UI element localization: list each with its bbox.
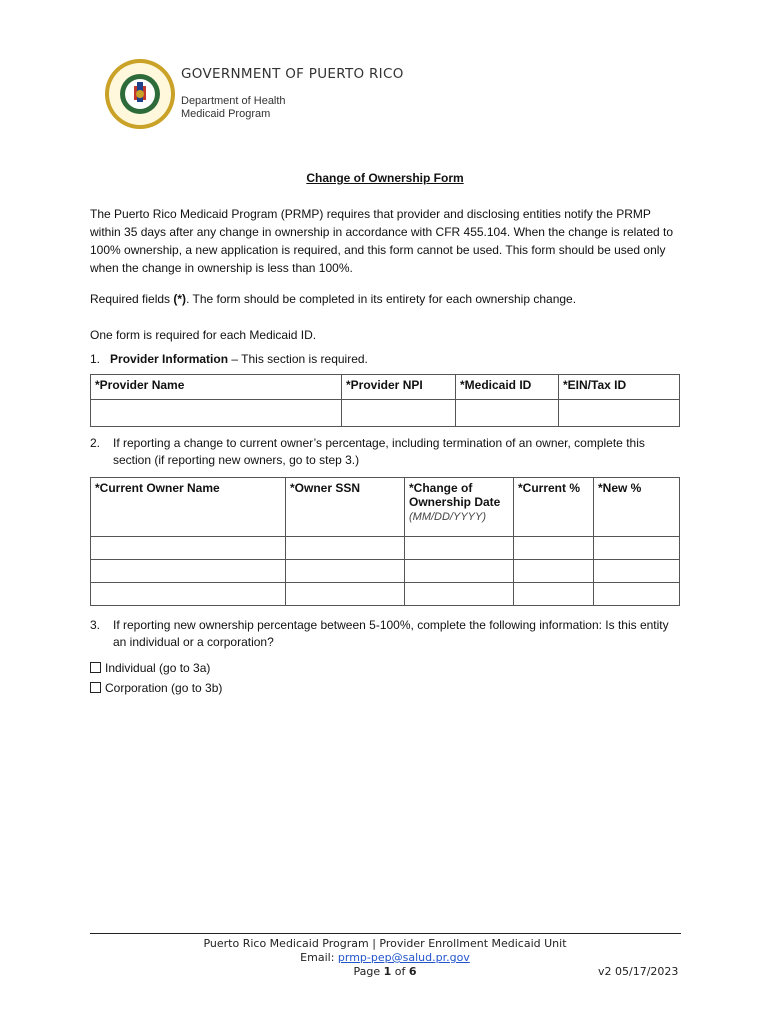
column-medicaid-id: *Medicaid ID [456,375,559,400]
required-marker: (*) [173,292,187,306]
program-label: Medicaid Program [181,108,271,120]
department-label: Department of Health [181,95,286,107]
column-ein-tax-id: *EIN/Tax ID [559,375,680,400]
column-current-owner-name: *Current Owner Name [91,478,286,537]
current-owner-table [90,477,680,606]
new-percent-field[interactable] [594,537,680,560]
one-form-note: One form is required for each Medicaid ID. [90,328,317,342]
corporation-checkbox[interactable] [90,682,101,693]
intro-paragraph: The Puerto Rico Medicaid Program (PRMP) requires that provider and disclosing entities notify the PRMP within 35 days after any change in ownership in accordance with CFR 455.104. When the change is related to 100% ownership, a new application is required, and this form cannot be used. This form should be used only when the change in ownership is less than 100%. [90,207,674,275]
footer-program-line: Puerto Rico Medicaid Program | Provider Enrollment Medicaid Unit [203,937,567,950]
column-provider-name: *Provider Name [91,375,342,400]
version-label: v2 05/17/2023 [598,965,679,978]
form-title: Change of Ownership Form [306,171,464,185]
table-row [91,583,680,606]
table-header-row [91,478,680,537]
section-2-number: 2. [90,436,101,450]
corporation-option[interactable] [90,681,222,695]
medicaid-id-field[interactable] [456,400,559,427]
required-suffix: . The form should be completed in its entirety for each ownership change. [186,292,577,306]
section-3-text: If reporting new ownership percentage between 5-100%, complete the following information: Is this entity an individual or a corporation? [113,618,669,649]
footer-email-line [0,951,770,964]
corporation-label: Corporation (go to 3b) [105,681,223,695]
government-seal-logo [104,58,176,130]
owner-ssn-field[interactable] [286,537,405,560]
ein-tax-id-field[interactable] [559,400,680,427]
new-percent-field[interactable] [594,583,680,606]
page-current: 1 [383,965,392,978]
page-label: Page [353,965,384,978]
current-percent-field[interactable] [514,537,594,560]
column-current-percent: *Current % [514,478,594,537]
government-name: GOVERNMENT OF PUERTO RICO [181,66,404,82]
section-2-instructions [90,435,680,469]
table-row [91,400,680,427]
individual-checkbox[interactable] [90,662,101,673]
date-format-hint: (MM/DD/YYYY) [409,511,486,523]
section-1-number: 1. [90,352,101,366]
table-row [91,537,680,560]
column-new-percent: *New % [594,478,680,537]
column-change-date [405,478,514,537]
new-percent-field[interactable] [594,560,680,583]
provider-npi-field[interactable] [342,400,456,427]
owner-name-field[interactable] [91,583,286,606]
page-total: 6 [408,965,417,978]
table-row [91,560,680,583]
required-fields-note [90,290,680,308]
provider-name-field[interactable] [91,400,342,427]
email-label: Email: [300,951,338,964]
department-name [181,95,286,121]
owner-name-field[interactable] [91,560,286,583]
individual-label: Individual (go to 3a) [105,661,211,675]
section-3-number: 3. [90,618,101,632]
email-link[interactable]: prmp-pep@salud.pr.gov [337,951,470,964]
table-header-row [91,375,680,400]
section-3-instructions [90,617,680,651]
current-percent-field[interactable] [514,583,594,606]
provider-info-table [90,374,680,427]
column-owner-ssn: *Owner SSN [286,478,405,537]
change-date-field[interactable] [405,537,514,560]
owner-ssn-field[interactable] [286,583,405,606]
change-date-field[interactable] [405,560,514,583]
footer-divider [90,933,681,934]
change-date-label: *Change of Ownership Date [409,481,501,509]
column-provider-npi: *Provider NPI [342,375,456,400]
section-1-heading [90,351,368,368]
required-prefix: Required fields [90,292,174,306]
section-2-text: If reporting a change to current owner’s percentage, including termination of an owner, complete this section (if reporting new owners, go to step 3.) [113,436,645,467]
individual-option[interactable] [90,661,210,675]
page-of: of [391,965,409,978]
owner-ssn-field[interactable] [286,560,405,583]
section-1-title: Provider Information [110,352,229,366]
change-date-field[interactable] [405,583,514,606]
current-percent-field[interactable] [514,560,594,583]
section-1-note: – This section is required. [228,352,368,366]
owner-name-field[interactable] [91,537,286,560]
